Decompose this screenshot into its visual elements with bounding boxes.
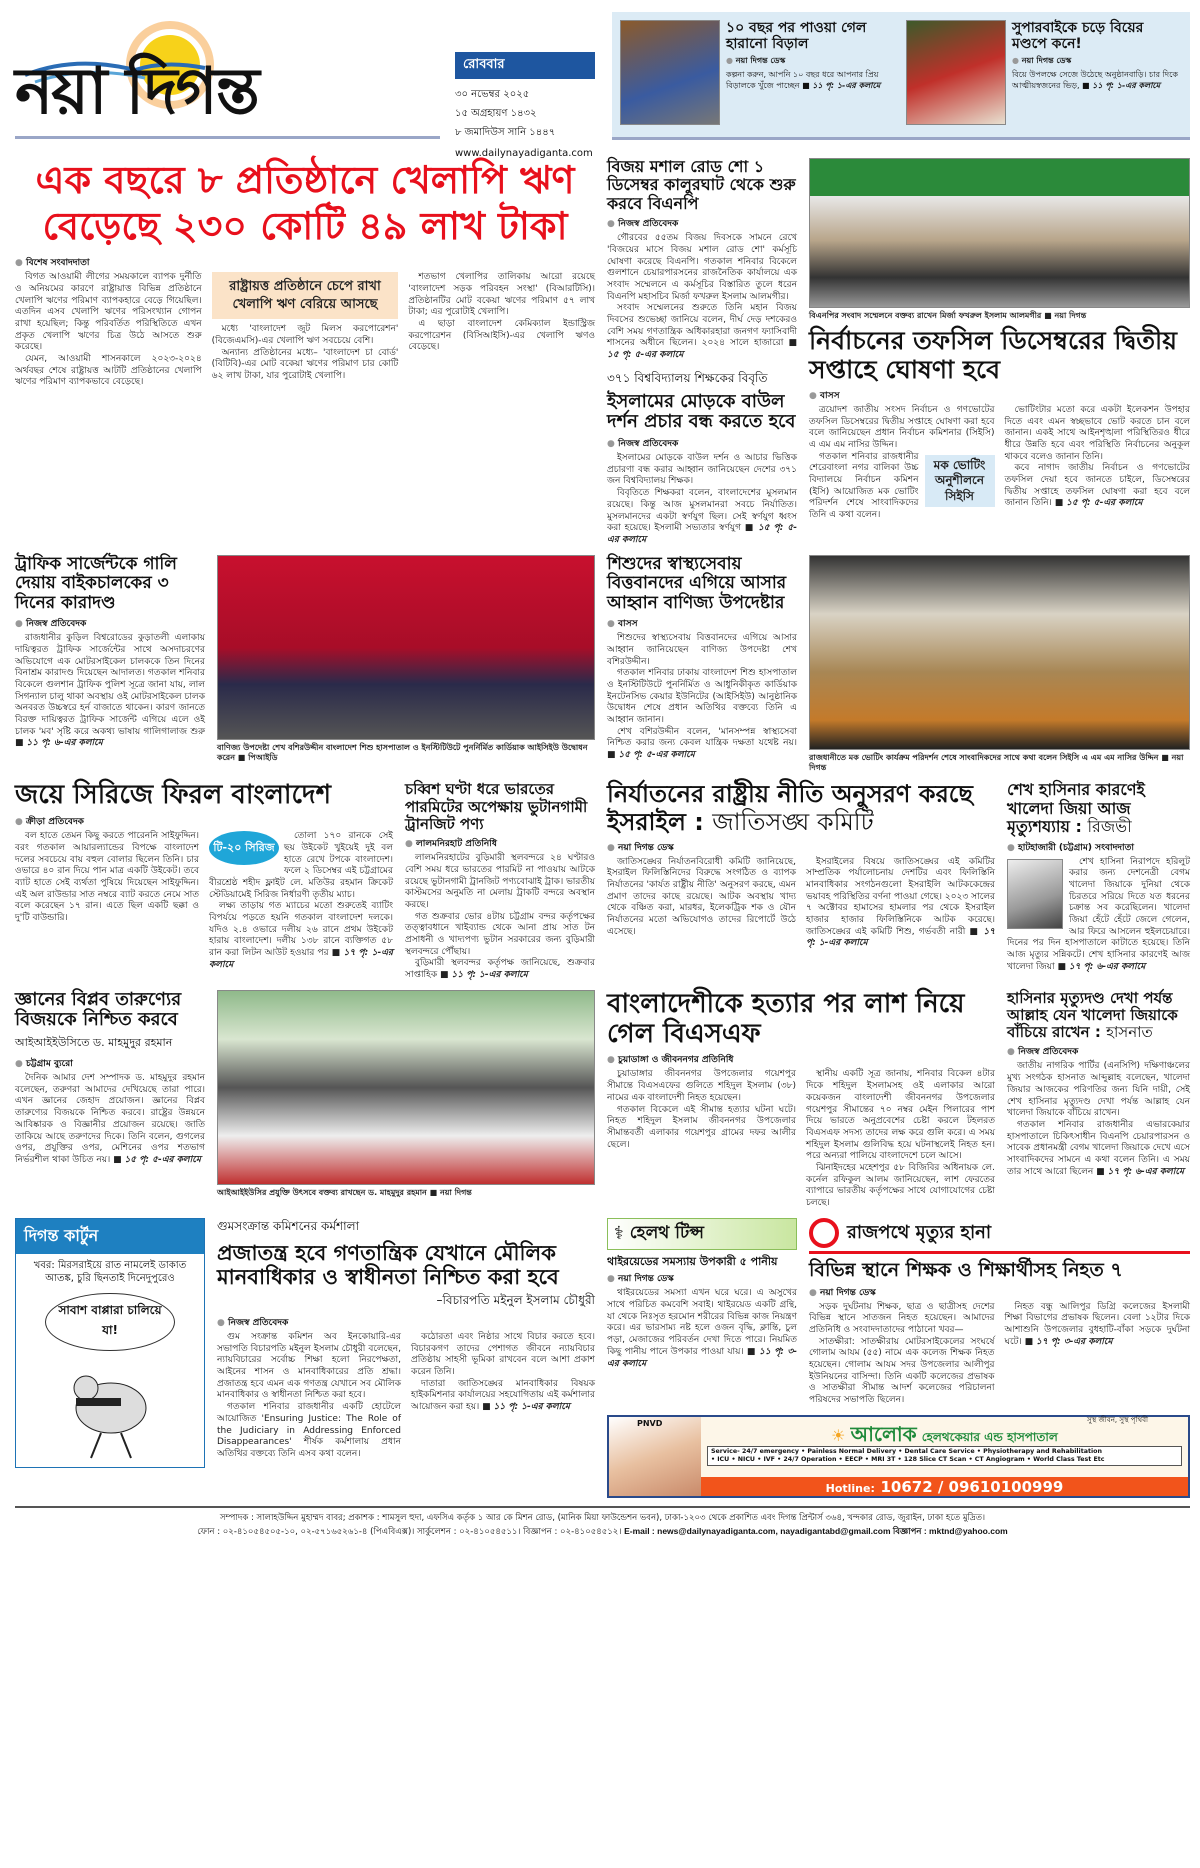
- election-story: [809, 327, 1190, 521]
- israel-story: [607, 781, 995, 981]
- masthead-rule: [15, 136, 440, 139]
- date-en: ৩০ নভেম্বর ২০২৫: [455, 89, 530, 100]
- rizvi-photo: [1007, 859, 1063, 929]
- teaser-text: কল্পনা করুন, আপনি ১০ বছর ধরে আপনার প্রিয় বিড়ালকে খুঁজে পাচ্ছেন ■ ১১ পৃ: ১-এর কলামে: [726, 70, 881, 90]
- byline: ● নয়া দিগন্ত ডেস্ক: [809, 1285, 1190, 1300]
- israel-body: জাতিসঙ্ঘের নির্যাতনবিরোধী কমিটি জানিয়েছে, ইসরাইল ফিলিস্তিনিদের বিরুদ্ধে সংগঠিত ও ব্যাপক নির্যাতনের 'কার্যত রাষ্ট্রীয় নীতি' অনুসরণ করছে, এমন প্রমাণ তাদের কাছে রয়েছে। আটক অবস্থায় খাদ্য থেকে বঞ্চিত করা, মারধর, ইলেকট্রিক শক ও যৌন নির্যাতনের মতো অভিযোগও তাদের রিপোর্টে উঠে এসেছে। ইসরাইলের বিষয়ে জাতিসঙ্ঘের এই কমিটির সাম্প্রতিক পর্যালোচনায় দেশটির এবং ফিলিস্তিনি মানবাধিকার সংগঠনগুলো ইসরাইলি আটককেন্দ্রের ভয়াবহ পরিস্থিতির বর্ণনা পাওয়া গেছে। ২০২৩ সালের ৭ অক্টোবর হামাসের হামলার পর থেকে ইসরাইল হাজার হাজার ফিলিস্তিনিকে আটক করেছে। জাতিসঙ্ঘের এই কমিটি শিশু, গর্ভবতী নারী ■ ১৭ পৃ: ১-এর কলামে: [607, 856, 996, 949]
- rizvi-story: [1007, 781, 1190, 981]
- cartoon-speech-bubble: সাবাশ বাপ্পারা চালিয়ে যা!: [45, 1293, 175, 1351]
- teaser-title[interactable]: সুপারবাইকে চড়ে বিয়ের মণ্ডপে কনে!: [1012, 20, 1144, 53]
- rizvi-headline[interactable]: শেখ হাসিনার কারণেই খালেদা জিয়া আজ মৃত্যুশয্যায় : রিজভী: [1007, 780, 1145, 837]
- photo-caption: আইআইইউসির প্রযুক্তি উৎসবে বক্তব্য রাখছেন ড. মাহমুদুর রহমান ■ নয়া দিগন্ত: [217, 1187, 472, 1197]
- health-tips-story: [607, 1218, 797, 1407]
- knowledge-headline[interactable]: জ্ঞানের বিপ্লব তারুণ্যের বিজয়কে নিশ্চিত করবে: [15, 988, 182, 1031]
- byline: ● হাটহাজারী (চট্টগ্রাম) সংবাদদাতা: [1007, 840, 1190, 855]
- israel-headline[interactable]: নির্যাতনের রাষ্ট্রীয় নীতি অনুসরণ করছে ইসরাইল : জাতিসঙ্ঘ কমিটি: [607, 780, 973, 836]
- byline: ● চট্টগ্রাম ব্যুরো: [15, 1056, 205, 1071]
- lead-story: [15, 158, 595, 547]
- byline: ● নিজস্ব প্রতিবেদক: [607, 216, 797, 231]
- cricket-story: [15, 781, 393, 981]
- lead-byline: ● বিশেষ সংবাদদাতা: [15, 255, 595, 270]
- iiuc-event-photo: [217, 990, 595, 1185]
- accident-body: সড়ক দুর্ঘটনায় শিক্ষক, ছাত্র ও ছাত্রীসহ দেশের বিভিন্ন স্থানে সাতজন নিহত হয়েছেন। আমাদের প্রতিনিধি ও সংবাদদাতাদের পাঠানো খবর— সাতক্ষীরা: সাতক্ষীরায় মোটরসাইকেলের সংঘর্ষে গোলাম আযম (৫৫) নামে এক কলেজ শিক্ষক নিহত হয়েছেন। গোলাম আযম সদর উপজেলার আলীপুর ইউনিয়নের বাসিন্দা। তিনি একটি কলেজের প্রভাষক ও সাতক্ষীরা সীমান্ত আদর্শ কলেজের পরিচালনা পরিষদের সভাপতি ছিলেন। নিহত বন্ধু আলিপুর ডিগ্রি কলেজের ইসলামী শিক্ষা বিভাগের প্রভাষক ছিলেন। বেলা ১২টার দিকে আশাশুনি উপজেলার বুধহাটি-বাঁকা সড়কে দুর্ঘটনা ঘটে। ■ ১৭ পৃ: ৩-এর কলামে: [809, 1301, 1190, 1406]
- website-link[interactable]: www.dailynayadiganta.com: [455, 148, 593, 159]
- justice-headline[interactable]: প্রজাতন্ত্র হবে গণতান্ত্রিক যেখানে মৌলিক মানবাধিকার ও স্বাধীনতা নিশ্চিত করা হবে: [217, 1240, 559, 1289]
- bsf-body: চুয়াডাঙ্গার জীবননগর উপজেলার গয়েশপুর সীমান্তে বিএসএফের গুলিতে শহিদুল ইসলাম (৩৮) নামের এক বাংলাদেশী নিহত হয়েছেন। গতকাল বিকেলে এই সীমান্ত হত্যার ঘটনা ঘটে। নিহত শহিদুল ইসলাম জীবননগর উপজেলার সীমান্তবর্তী এলাকার গয়েশপুর গ্রামের দফর আলীর ছেলে। স্থানীয় একটি সূত্র জানায়, শনিবার বিকেল ৪টার দিকে শহিদুল ইসলামসহ ওই এলাকার আরো কয়েকজন বাংলাদেশী জীবননগর উপজেলার গয়েশপুর সীমান্তের ৭০ নম্বর মেইন পিলারের পাশ দিয়ে ভারতে অনুপ্রবেশের চেষ্টা করলে টহলরত বিএসএফ সদস্য তাদের লক্ষ করে গুলি করে। এ সময় শহিদুল ইসলাম গুলিবিদ্ধ হয়ে ঘটনাস্থলেই নিহত হন। পরে অন্যরা পালিয়ে বাংলাদেশে চলে আসে। ঝিনাইদহের মহেশপুর ৫৮ বিজিবির অধিনায়ক লে. কর্নেল রফিকুল আলম জানিয়েছেন, লাশ ফেরতের ব্যাপারে ভারতীয় কর্তৃপক্ষের সাথে যোগাযোগের চেষ্টা চলছে।: [607, 1069, 995, 1209]
- islam-headline[interactable]: ইসলামের মোড়কে বাউল দর্শন প্রচার বন্ধ করতে হবে: [607, 390, 796, 433]
- masthead-logo[interactable]: [15, 20, 435, 135]
- traffic-story: [15, 555, 205, 774]
- byline: ● বাসস: [607, 616, 797, 631]
- teaser-byline: ● নয়া দিগন্ত ডেস্ক: [1012, 55, 1182, 68]
- election-highlight-box: মক ভোটিং অনুশীলনে সিইসি: [925, 455, 995, 508]
- ad-corner-label: PNVD: [637, 1418, 663, 1428]
- row-4: [15, 982, 1190, 1210]
- hasnat-body: জাতীয় নাগরিক পার্টির (এনসিপি) দক্ষিণাঞ্চলের মুখ্য সংগঠক হাসনাত আব্দুল্লাহ বলেছেন, খালেদা জিয়ার আজকের পরিণতির জন্য যিনি দায়ী, সেই শেখ হাসিনার মৃত্যুদণ্ড দেখা পর্যন্ত আল্লাহ যেন খালেদা জিয়াকে বাঁচিয়ে রাখেন। গতকাল শনিবার রাজধানীর এভারকেয়ার হাসপাতালে চিকিৎসাধীন বিএনপি চেয়ারপারসন ও সাবেক প্রধানমন্ত্রী বেগম খালেদা জিয়াকে দেখে এসে সাংবাদিকদের সামনে এ কথা বলেন তিনি। এ সময় তার সাথে আরো ছিলেন ■ ১৭ পৃ: ৬-এর কলামে: [1007, 1061, 1190, 1177]
- teaser-cat-photo: [620, 20, 720, 125]
- logo-text: নয়া দিগন্ত: [15, 54, 258, 129]
- bnp-press-photo: [809, 158, 1190, 308]
- teaser-bride-photo: [906, 20, 1006, 125]
- cricket-body: বল হাতে তেমন কিছু করতে পারেননি সাইফুদ্দিন। বরং গতকাল আয়ারল্যান্ডের বিপক্ষে বাংলাদেশ দলের সবচেয়ে বায় বহুল বোলার ছিলেন তিনি। চার ওভারে ৪০ রান দিয়ে পান মাত্র একটি উইকেট। তবে ব্যাট হাতে সেই ব্যর্থতা পুষিয়ে দিয়েছেন সাইফুদ্দিন। এই অল রাউন্ডার সাত নম্বরে ব্যাট করতে নেমে সাত বলে করেছেন ১৭ রান। এতে ছিল একটি ছক্কা ও দু'টি বাউন্ডারি। টি-২০ সিরিজ তোলা ১৭০ রানকে সেই ছয় উইকেট খুইয়েই দুই বল হাতে রেখে টপকে বাংলাদেশ। ফলে ২ ডিসেম্বর এই চট্টগ্রামের বীরশ্রেষ্ঠ শহীদ ফ্লাইট লে. মতিউর রহমান ক্রিকেট স্টেডিয়ামেই সিরিজ নির্ধারণী তৃতীয় ম্যাচ। লক্ষ্য তাড়ায় গত ম্যাচের মতো শুরুতেই ব্যাটিং বিপর্যয়ে পড়তে হয়নি গতকাল বাংলাদেশ দলকে। যদিও ২.৪ ওভারে দলীয় ২৬ রানে প্রথম উইকেট হারায় বাংলাদেশ। দলীয় ১৩৮ রানে ব্যক্তিগত ৫৮ রান করা লিটন আউট হওয়ার পর ■ ১৭ পৃ: ১-এর কলামে: [15, 831, 393, 970]
- row-2: [15, 547, 1190, 774]
- accident-section-label: রাজপথে মৃত্যুর হানা: [847, 1221, 992, 1243]
- doctor-icon: ⚕: [614, 1223, 624, 1245]
- traffic-body: রাজধানীর কুড়িল বিশ্বরোডের কুড়াতলী এলাকায় দায়িত্বরত ট্রাফিক সার্জেন্টের সাথে অসদাচরণের অভিযোগে এক মোটরসাইকেল চালককে তিন দিনের বিনাশ্রম কারাদণ্ড দিয়েছেন আদালত। গতকাল শনিবার বিকেলে গুলশান ট্রাফিক পুলিশ সূত্রে জানা যায়, লাল সিগন্যাল চালু থাকা অবস্থায় ওই মোটরসাইকেল চালক অনবরত উচ্চস্বরে হর্ন বাজাতে থাকেন। কারণ জানতে বিরক্ত দায়িত্বরত ট্রাফিক সার্জেন্ট এগিয়ে এলে ওই চালক 'মব' সৃষ্টি করে অকথ্য ভাষায় গালিগালাজ শুরু ■ ১১ পৃ: ৬-এর কলামে: [15, 633, 205, 749]
- teaser-bride[interactable]: [906, 20, 1182, 129]
- health-body: থাইরয়েডের সমস্যা এখন ঘরে ঘরে। এ অসুখের সাথে পরিচিত কমবেশি সবাই। থাইরয়েড একটি গ্রন্থি, যা থেকে নিঃসৃত হরমোন শরীরের বিভিন্ন কাজ নিয়ন্ত্রণ করে। এর ভারসাম্য নষ্ট হলে ওজন বৃদ্ধি, ক্লান্তি, চুল পড়া, মেজাজের পরিবর্তন দেখা দিতে পারে। নিয়মিত কিছু পানীয় পানে উপকার পাওয়া যায়। ■ ১১ পৃ: ৩-এর কলামে: [607, 1288, 797, 1369]
- ad-mother-baby-photo: [609, 1417, 701, 1496]
- islam-story: [607, 370, 797, 547]
- hasnat-headline[interactable]: হাসিনার মৃত্যুদণ্ড দেখা পর্যন্ত আল্লাহ যেন খালেদা জিয়াকে বাঁচিয়ে রাখেন : হাসনাত: [1007, 988, 1178, 1042]
- cartoon-box: [15, 1218, 205, 1468]
- justice-attribution: –বিচারপতি মইনুল ইসলাম চৌধুরী: [436, 1293, 595, 1308]
- accident-headline[interactable]: বিভিন্ন স্থানে শিক্ষক ও শিক্ষার্থীসহ নিহত ৭: [809, 1258, 1123, 1281]
- ribbon-cutting-photo: [217, 555, 595, 740]
- ad-brand: আলোক: [850, 1421, 917, 1446]
- islam-body: ইসলামের মোড়কে বাউল দর্শন ও আচার ভিত্তিক প্রচারণা বন্ধ করার আহ্বান জানিয়েছেন দেশের ৩৭১ জন বিশ্ববিদ্যালয় শিক্ষক। বিবৃতিতে শিক্ষকরা বলেন, বাংলাদেশের মুসলমান রয়েছে। কিন্তু আজ মুসলমানরা সবচে নির্যাতিত। মুসলমানদের একটা স্বর্ণযুগ ছিল। সেই স্বর্ণযুগ ধ্বংস করা হয়েছে। ইসলামী সভ্যতার স্বর্ণযুগ ■ ১৫ পৃ: ৫-এর কলামে: [607, 453, 798, 545]
- cartoon-header: দিগন্ত কার্টুন: [16, 1219, 204, 1254]
- row-5: [15, 1210, 1190, 1498]
- alok-hospital-ad[interactable]: [607, 1415, 1190, 1498]
- ad-brand-sub: হেলথকেয়ার এন্ড হাসপাতাল: [921, 1429, 1058, 1444]
- footer-line-1: সম্পাদক : সালাহউদ্দিন মুহাম্মদ বাবর; প্রকাশক : শামসুল হুদা, এফসিএ কর্তৃক ১ আর কে মিশন রোড, (মানিক মিয়া ফাউন্ডেশন ভবন), ঢাকা-১২০৩ থেকে প্রকাশিত এবং দিগন্ত প্রিন্টার্স ৩৬৪, খন্দকার রোড, জুরাইন, ঢাকা হতে মুদ্রিত।: [219, 1512, 986, 1523]
- lead-body: বিগত আওয়ামী লীগের সময়কালে ব্যাপক দুর্নীতি ও অনিয়মের কারণে রাষ্ট্রায়াত্ত বিভিন্ন প্রতিষ্ঠানে খেলাপি ঋণের পরিমাণ ব্যাপকহারে বেড়ে গিয়েছিল। এতদিন এসব খেলাপি ঋণের পরিসংখ্যান গোপন রাখা হয়েছিল; কিন্তু পরিবর্তিত পরিস্থিতিতে এখন প্রকৃত খেলাপি ঋণের চিত্র উঠে আসতে শুরু করেছে। যেমন, আওয়ামী শাসনকালে ২০২৩-২০২৪ অর্থবছর শেষে রাষ্ট্রায়ত্ত আটটি প্রতিষ্ঠানের খেলাপি ঋণের পরিমাণ ব্যাপকভাবে বেড়েছে। রাষ্ট্রায়ত্ত প্রতিষ্ঠানে চেপে রাখা খেলাপি ঋণ বেরিয়ে আসছে মধ্যে 'বাংলাদেশ জুট মিলস করপোরেশন' (বিজেএমসি)-এর খেলাপি ঋণ সবচেয়ে বেশি। অন্যান্য প্রতিষ্ঠানের মধ্যে– 'বাংলাদেশ চা বোর্ড' (বিটিবি)-এর মোট বকেয়া ঋণের পরিমাণ চার কোটি ৬২ লাখ টাকা, যার পুরোটাই খেলাপি। শতভাগ খেলাপির তালিকায় আরো রয়েছে 'বাংলাদেশ সড়ক পরিবহন সংস্থা' (বিআরটিসি)। প্রতিষ্ঠানটির মোট বকেয়া ঋণের পরিমাণ ৫৭ লাখ টাকা; এর পুরোটাই খেলাপি। এ ছাড়া বাংলাদেশ কেমিক্যাল ইন্ডাস্ট্রিজ করপোরেশন (বিসিআইসি)-এর খেলাপি ঋণও বেড়েছে।: [15, 272, 596, 388]
- teaser-title[interactable]: ১০ বছর পর পাওয়া গেল হারানো বিড়াল: [726, 20, 867, 53]
- byline: ● বাসস: [809, 388, 1190, 403]
- health-tips-label: হেলথ টিপ্স: [629, 1222, 705, 1243]
- islam-kicker: ৩৭১ বিশ্ববিদ্যালয় শিক্ষকের বিবৃতি: [607, 370, 768, 385]
- masthead: [0, 0, 1200, 159]
- accident-story: [809, 1218, 1190, 1407]
- ad-sun-icon: ☀: [831, 1425, 846, 1445]
- byline: ● নয়া দিগন্ত ডেস্ক: [607, 840, 995, 855]
- cricket-headline[interactable]: জয়ে সিরিজে ফিরল বাংলাদেশ: [15, 780, 331, 811]
- child-health-story: [607, 555, 797, 774]
- photo-caption: রাজধানীতে মক ভোটিং কার্যক্রম পরিদর্শন শেষে সাংবাদিকদের সাথে কথা বলেন সিইসি এ এম এম নাসির উদ্দিন ■ নয়া দিগন্ত: [809, 752, 1184, 772]
- row-1: [15, 150, 1190, 547]
- photo-caption: বিএনপির সংবাদ সম্মেলনে বক্তব্য রাখেন মির্জা ফখরুল ইসলাম আলমগীর ■ নয়া দিগন্ত: [809, 311, 1087, 320]
- byline: ● চুয়াডাঙ্গা ও জীবননগর প্রতিনিধি: [607, 1052, 995, 1067]
- teaser-strip: [612, 12, 1190, 140]
- knowledge-subtitle: আইআইইউসিতে ড. মাহমুদুর রহমান: [15, 1036, 173, 1050]
- health-tips-header: [607, 1218, 797, 1250]
- byline: ● ক্রীড়া প্রতিবেদক: [15, 814, 393, 829]
- bsf-headline[interactable]: বাংলাদেশীকে হত্যার পর লাশ নিয়ে গেল বিএসএফ: [607, 988, 965, 1049]
- lead-headline[interactable]: এক বছরে ৮ প্রতিষ্ঠানে খেলাপি ঋণ বেড়েছে ২৩০ কোটি ৪৯ লাখ টাকা: [35, 158, 575, 248]
- election-body: ত্রয়োদশ জাতীয় সংসদ নির্বাচন ও গণভোটের তফসিল ডিসেম্বরের দ্বিতীয় সপ্তাহে ঘোষণা করা হবে বলে জানিয়েছেন প্রধান নির্বাচন কমিশনার (সিইসি) এ এম এম নাসির উদ্দিন। মক ভোটিং অনুশীলনে সিইসি গতকাল শনিবার রাজধানীর শেরেবাংলা নগর বালিকা উচ্চ বিদ্যালয়ে নির্বাচন কমিশন (ইসি) আয়োজিত মক ভোটিং পরিদর্শন শেষে সাংবাদিকদের তিনি এ কথা বলেন। ভোটিংটার মতো করে একটা ইলেকশন উপহার দিতে এবং এমন স্বচ্ছভাবে ভোট করতে চান বলে জানান। একই সাথে আইনশৃঙ্খলা পরিস্থিতিরও ধীরে ধীরে উন্নতি হবে এবং পরিস্থিতি নির্বাচনের অনুকূল থাকবে বলেও জানান তিনি। কবে নাগাদ জাতীয় নির্বাচন ও গণভোটের তফসিল দেয়া হবে জানতে চাইলে, ডিসেম্বরের দ্বিতীয় সপ্তাহে তফসিল ঘোষণা করা হবে বলে জানান তিনি। ■ ১৫ পৃ: ৫-এর কলামে: [809, 404, 1190, 521]
- accident-header: [809, 1218, 1190, 1254]
- justice-story: [217, 1218, 595, 1498]
- knowledge-body: দৈনিক আমার দেশ সম্পাদক ড. মাহমুদুর রহমান বলেছেন, তরুণরা আমাদের দেখিয়েছে তারা পারে। এখন জ্ঞানের জেহাদ প্রয়োজন। জ্ঞানের বিপ্লব তারুণ্যের বিজয়কে নিশ্চিত করবে। রাষ্ট্রের উন্নয়নে আবিষ্কারক ও বিজ্ঞানীর প্রয়োজন রয়েছে। জাতি তাকিয়ে আছে তরুণদের দিকে। তিনি বলেন, গুগলের ওপর, প্রযুক্তির ওপর, মেশিনের ওপর শতভাগ নির্ভরশীল থাকা উচিত নয়। ■ ১৫ পৃ: ৫-এর কলামে: [15, 1073, 205, 1165]
- no-entry-icon: [809, 1218, 839, 1248]
- date-bn: ১৫ অগ্রহায়ণ ১৪৩২: [455, 108, 537, 119]
- day-label: রোববার: [455, 52, 595, 79]
- hasnat-story: [1007, 990, 1190, 1210]
- knowledge-story: [15, 990, 205, 1210]
- cartoon-news: খবর: মিরসরাইয়ে রাত নামলেই ডাকাত আতঙ্ক, চুরি ছিনতাই দিনেদুপুরেও: [33, 1259, 187, 1285]
- byline: ● নিজস্ব প্রতিবেদক: [607, 436, 797, 451]
- bnp-story: [607, 158, 797, 362]
- byline: ● লালমনিরহাট প্রতিনিধি: [405, 836, 595, 851]
- bhutan-body: লালমনিরহাটের বুড়িমারী স্থলবন্দরে ২৪ ঘণ্টারও বেশি সময় ধরে ভারতের পারমিট না পাওয়ায় আটকে রয়েছে ভুটানগামী ট্রানজিট পণ্যবোঝাই ট্রাক। ভারতীয় কাস্টমসের অনুমতি না মেলায় ট্রাকটি বন্দরে অবস্থান করছে। গত শুক্রবার ভোর ৪টায় চট্টগ্রাম বন্দর কর্তৃপক্ষের তত্ত্বাবধানে খাইব্যান্ড থেকে আনা প্রায় সাত টন প্রসাধনী ও খাদ্যপণ্য ভুটান সরকারের জন্য বুড়িমারী স্থলবন্দরে পৌঁছায়। বুড়িমারী স্থলবন্দর কর্তৃপক্ষ জানিয়েছে, শুক্রবার সাপ্তাহিক ■ ১১ পৃ: ১-এর কলামে: [405, 853, 595, 981]
- justice-kicker: গুমসংক্রান্ত কমিশনের কর্মশালা: [217, 1218, 360, 1233]
- health-headline[interactable]: থাইরয়েডের সমস্যায় উপকারী ৫ পানীয়: [607, 1254, 778, 1268]
- child-health-headline[interactable]: শিশুদের স্বাস্থ্যসেবায় বিত্তবানদের এগিয়ে আসার আহ্বান বাণিজ্য উপদেষ্টার: [607, 553, 787, 613]
- bhutan-story: [405, 781, 595, 981]
- lead-highlight-box: রাষ্ট্রায়ত্ত প্রতিষ্ঠানে চেপে রাখা খেলাপি ঋণ বেরিয়ে আসছে: [212, 272, 399, 319]
- byline: ● নিজস্ব প্রতিবেদক: [15, 616, 205, 631]
- bnp-body: গৌরবের ৫৫তম বিজয় দিবসকে সামনে রেখে 'বিজয়ের মাসে বিজয় মশাল রোড শো' কর্মসূচি ঘোষণা করেছে বিএনপি। গতকাল শনিবার বিকেলে গুলশানে চেয়ারপারসনের রাজনৈতিক কার্যালয়ে এক সংবাদ সম্মেলনে এ কর্মসূচির বিস্তারিত তুলে ধরেন বিএনপি মহাসচিব মির্জা ফখরুল ইসলাম আলমগীর। সংবাদ সম্মেলনের শুরুতে তিনি মহান বিজয় দিবসের শুভেচ্ছা জানিয়ে বলেন, দীর্ঘ দেড় দশকেরও বেশি সময় গণতান্ত্রিক অধিকারহারা জনগণ ফ্যাসিবাদী শাসনের অধীনে ছিলেন। ২০২৪ সালে হাজারো ■ ১৫ পৃ: ৫-এর কলামে: [607, 233, 797, 361]
- teaser-text: বিয়ে উপলক্ষে সেজে উঠেছে অনুষ্ঠানবাড়ি। চার দিকে আত্মীয়স্বজনের ভিড়, ■ ১১ পৃ: ১-এর কলামে: [1012, 70, 1178, 90]
- byline: ● নিজস্ব প্রতিবেদক: [1007, 1044, 1190, 1059]
- traffic-headline[interactable]: ট্রাফিক সার্জেন্টকে গালি দেয়ায় বাইকচালকের ৩ দিনের কারাদণ্ড: [15, 553, 177, 613]
- footer-line-2: ফোন : ০২-৪১০৫৪৫০৫-১০, ০২-৫৭১৬৫২৬১-৪ (পিএবিএক্স)। সার্কুলেশন : ০২-৪১০৫৪৫১১। বিজ্ঞাপন : ০২-৪১০৫৪৫১২। E-mail : news@dailynayadiganta.com, nayadigantabd@gmail.com বিজ্ঞাপন : mktnd@yahoo.com: [197, 1526, 1008, 1538]
- footer-imprint: [15, 1506, 1190, 1540]
- cartoon-mouse-icon: [16, 1353, 204, 1463]
- bnp-headline[interactable]: বিজয় মশাল রোড শো ১ ডিসেম্বর কালুরঘাট থেকে শুরু করবে বিএনপি: [607, 157, 796, 213]
- justice-body: গুম সংক্রান্ত কমিশন অব ইনকোয়ারি-এর সভাপতি বিচারপতি মইনুল ইসলাম চৌধুরী বলেছেন, ন্যায়বিচারের সর্বোচ্চ শিক্ষা হলো নিরপেক্ষতা, আইনের শাসন ও মানবাধিকারের প্রতি শ্রদ্ধা। প্রজাতন্ত্র হবে এমন এক গণতন্ত্র যেখানে সব মৌলিক মানবাধিকার ও স্বাধীনতা নিশ্চিত করা হবে। গতকাল শনিবার রাজধানীর একটি হোটেলে আয়োজিত 'Ensuring Justice: The Role of the Judiciary in Addressing Enforced Disappearances' শীর্ষক কর্মশালায় প্রধান অতিথির বক্তব্যে তিনি এসব কথা বলেন। কঠোরতা এবং নিষ্ঠার সাথে বিচার করতে হবে। বিচারকগণ তাদের পেশাগত জীবনে ন্যায়বিচার প্রতিষ্ঠায় সাহসী ভূমিকা রাখবেন বলে আশা প্রকাশ করেন তিনি। দাতারা জাতিসঙ্ঘের মানবাধিকার বিষয়ক হাইকমিশনার কার্যালয়ের সহযোগিতায় এই কর্মশালার আয়োজন করা হয়। ■ ১১ পৃ: ১-এর কলামে: [217, 1332, 595, 1459]
- series-badge: টি-২০ সিরিজ: [209, 831, 279, 865]
- ad-hotline[interactable]: Hotline: 10672 / 09610100999: [701, 1477, 1188, 1496]
- byline: ● নয়া দিগন্ত ডেস্ক: [607, 1271, 797, 1286]
- ad-services: Service- 24/7 emergency • Painless Normal Delivery • Dental Care Service • Physiotherapy and Rehabilitation • ICU • NICU • IVF • 24/7 Operation • EECP • MRI 3T • 128 Slice CT Scan • CT Angiogram • World Class Test Etc: [707, 1446, 1182, 1466]
- teaser-byline: ● নয়া দিগন্ত ডেস্ক: [726, 55, 896, 68]
- election-headline[interactable]: নির্বাচনের তফসিল ডিসেম্বরের দ্বিতীয় সপ্তাহে ঘোষণা হবে: [809, 326, 1177, 385]
- rizvi-body: শেখ হাসিনা নিরাপদে হরিলুট করার জন্য দেশনেত্রী বেগম খালেদা জিয়াকে দুনিয়া থেকে চিরতরে সরিয়ে দিতে যত ধরনের চক্রান্ত সব করেছিলেন। খালেদা জিয়া হেঁটে হেঁটে জেলে গেলেন, আর ফিরে আসলেন হুইলচেয়ারে। দিনের পর দিন হাসপাতালে কাটাতে হয়েছে। তিনি আজ মৃত্যুর সন্নিকটে। শেখ হাসিনার কারণেই আজ খালেদা জিয়া ■ ১৭ পৃ: ৬-এর কলামে: [1007, 856, 1190, 972]
- teaser-cat[interactable]: [620, 20, 896, 129]
- date-box: [455, 52, 595, 159]
- date-hijri: ৮ জমাদিউস সানি ১৪৪৭: [455, 127, 556, 138]
- bhutan-headline[interactable]: চব্বিশ ঘণ্টা ধরে ভারতের পারমিটের অপেক্ষায় ভুটানগামী ট্রানজিট পণ্য: [405, 780, 588, 833]
- cec-press-photo: [809, 555, 1190, 750]
- bsf-story: [607, 990, 995, 1210]
- row-3: [15, 773, 1190, 981]
- ad-tagline: সুস্থ জীবন, সুস্থ পৃথিবী: [1087, 1415, 1148, 1424]
- byline: ● নিজস্ব প্রতিবেদক: [217, 1315, 595, 1330]
- photo-caption: বাণিজ্য উপদেষ্টা শেখ বশিরউদ্দীন বাংলাদেশ শিশু হাসপাতাল ও ইনস্টিটিউটে পুনর্নির্মিত কার্ডিয়াক আইসিইউ উদ্বোধন করেন ■ পিআইডি: [217, 742, 588, 762]
- child-health-body: শিশুদের স্বাস্থ্যসেবায় বিত্তবানদের এগিয়ে আসার আহ্বান জানিয়েছেন বাণিজ্য উপদেষ্টা শেখ বশিরউদ্দীন। গতকাল শনিবার ঢাকায় বাংলাদেশ শিশু হাসপাতাল ও ইনস্টিটিউটে পুনর্নির্মিত ও আধুনিকীকৃত কার্ডিয়াক ইনটেনসিভ কেয়ার ইউনিটের (আইসিইউ) আনুষ্ঠানিক উদ্বোধন শেষে প্রধান অতিথির বক্তব্যে তিনি এ আহ্বান জানান। শেখ বশিরউদ্দীন বলেন, 'মানসম্পন্ন স্বাস্থ্যসেবা নিশ্চিত করার জন্য কেবল যান্ত্রিক দক্ষতা যথেষ্ট নয়। ■ ১৫ পৃ: ৫-এর কলামে: [607, 633, 797, 761]
